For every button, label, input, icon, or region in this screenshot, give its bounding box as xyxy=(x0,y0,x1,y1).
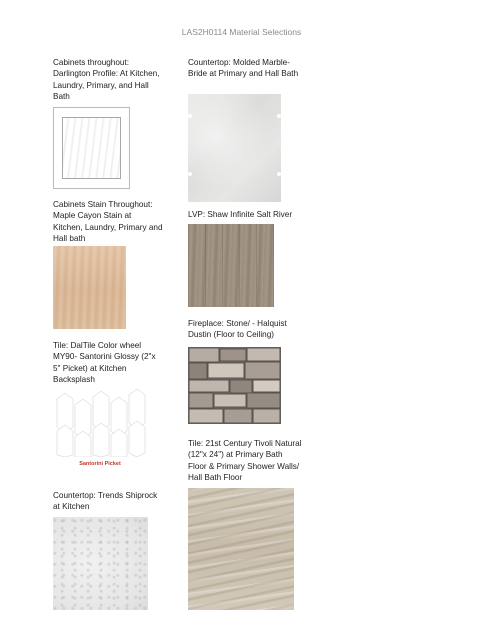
stone-pattern xyxy=(188,347,281,424)
bath-tile-label: Tile: 21st Century Tivoli Natural (12"x 24") at Primary Bath Floor & Primary Shower Walls/ Hall Bath Floor xyxy=(188,439,302,483)
cabinet-door-panel xyxy=(62,117,121,179)
stone-swatch xyxy=(188,347,281,424)
kitchen-countertop-label: Countertop: Trends Shiprock at Kitchen xyxy=(53,491,158,512)
page-header: LAS2H0114 Material Selections xyxy=(181,27,302,37)
picket-caption: Santorini Picket xyxy=(79,461,121,467)
marble-dot xyxy=(188,114,192,118)
maple-stain-swatch xyxy=(53,246,126,329)
shiprock-swatch xyxy=(53,517,148,610)
cabinet-stain-label: Cabinets Stain Throughout: Maple Cayon Stain at Kitchen, Laundry, Primary and Hall bath xyxy=(53,200,163,244)
lvp-swatch xyxy=(188,224,274,307)
marble-swatch xyxy=(188,94,281,202)
marble-dot xyxy=(277,172,281,176)
travertine-swatch xyxy=(188,488,294,610)
backsplash-label: Tile: DalTile Color wheel MY90- Santorini Glossy (2"x 5" Picket) at Kitchen Backsplash xyxy=(53,341,156,385)
cabinet-door-image xyxy=(53,107,130,189)
marble-dot xyxy=(188,172,192,176)
bath-countertop-label: Countertop: Molded Marble-Bride at Primary and Hall Bath xyxy=(188,58,299,79)
lvp-label: LVP: Shaw Infinite Salt River xyxy=(188,210,293,219)
picket-tile-pattern xyxy=(53,389,147,457)
cabinets-label: Cabinets throughout: Darlington Profile: At Kitchen, Laundry, Primary, and Hall Bath xyxy=(53,58,160,102)
picket-tile-image xyxy=(53,389,147,477)
marble-dot xyxy=(277,114,281,118)
fireplace-label: Fireplace: Stone/ - Halquist Dustin (Floor to Ceiling) xyxy=(188,319,287,340)
